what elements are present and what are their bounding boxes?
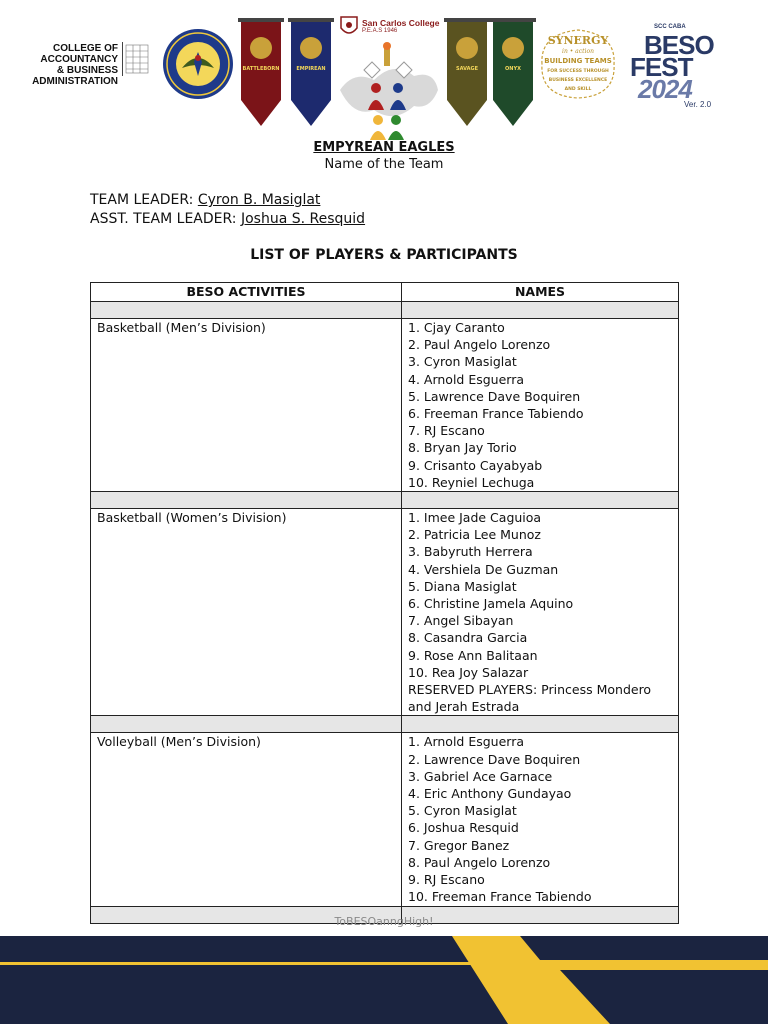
- svg-text:in • action: in • action: [562, 48, 594, 55]
- participant-name: 4. Vershiela De Guzman: [408, 561, 559, 577]
- beso-fest-logo: [628, 22, 712, 112]
- activity-cell: Basketball (Women’s Division): [91, 509, 402, 716]
- footer-tagline: ToBESOanngHigh!: [334, 915, 434, 928]
- battleborn-banner-icon: [238, 18, 284, 128]
- participant-name: 8. Bryan Jay Torio: [408, 440, 517, 456]
- participant-name: 8. Paul Angelo Lorenzo: [408, 854, 551, 870]
- spacer-cell: [91, 716, 402, 733]
- participant-name: 7. Angel Sibayan: [408, 613, 514, 629]
- participant-name: 10. Rea Joy Salazar: [408, 664, 529, 680]
- names-cell: [402, 319, 679, 492]
- college-emblem-icon: [122, 42, 151, 76]
- names-cell: [402, 733, 679, 906]
- participant-name: 2. Paul Angelo Lorenzo: [408, 337, 551, 353]
- college-line: ADMINISTRATION: [32, 76, 118, 87]
- college-line: & BUSINESS: [56, 65, 118, 76]
- table-header-row: [91, 283, 679, 302]
- team-name-caption: Name of the Team: [324, 157, 444, 172]
- college-line: COLLEGE OF: [53, 43, 118, 54]
- participant-name: 6. Christine Jamela Aquino: [408, 596, 574, 612]
- activity-cell: Volleyball (Men’s Division): [91, 733, 402, 906]
- participant-name: 3. Cyron Masiglat: [408, 354, 517, 370]
- participant-name: 3. Babyruth Herrera: [408, 544, 533, 560]
- participant-name: 1. Imee Jade Caguioa: [408, 510, 542, 526]
- svg-text:EMPIREAN: EMPIREAN: [296, 66, 326, 72]
- spacer-row: [91, 302, 679, 319]
- activity-cell: Basketball (Men’s Division): [91, 319, 402, 492]
- besofest-fest: FEST: [630, 52, 693, 82]
- svg-text:ONYX: ONYX: [505, 66, 521, 72]
- scc-crest-icon: [340, 16, 358, 38]
- participant-name: 1. Cjay Caranto: [408, 320, 505, 335]
- synergy-logo-icon: [536, 26, 620, 102]
- scc-name: San Carlos College: [362, 18, 440, 28]
- table-row: [91, 319, 679, 492]
- participant-name: 10. Freeman France Tabiendo: [408, 889, 592, 905]
- event-torch-logo-icon: [334, 40, 442, 142]
- svg-text:SYNERGY: SYNERGY: [547, 34, 609, 47]
- team-name: EMPYREAN EAGLES: [313, 140, 455, 155]
- players-table: [90, 282, 679, 924]
- svg-text:BUSINESS EXCELLENCE: BUSINESS EXCELLENCE: [548, 78, 608, 83]
- spacer-row: [91, 716, 679, 733]
- svg-text:BUILDING TEAMS: BUILDING TEAMS: [544, 57, 612, 65]
- besofest-version: Ver. 2.0: [684, 100, 712, 109]
- asst-team-leader-line: [90, 211, 365, 227]
- svg-text:AND SKILL: AND SKILL: [564, 87, 592, 92]
- besofest-year: 2024: [638, 74, 692, 104]
- participant-name: 10. Reyniel Lechuga: [408, 474, 535, 490]
- svg-text:FOR SUCCESS THROUGH: FOR SUCCESS THROUGH: [547, 69, 609, 74]
- participant-name: 6. Joshua Resquid: [408, 820, 519, 836]
- team-leader-label: TEAM LEADER:: [90, 192, 198, 208]
- participant-name: 9. RJ Escano: [408, 872, 485, 888]
- participant-name: 4. Arnold Esguerra: [408, 371, 524, 387]
- besofest-org: SCC CABA: [654, 24, 686, 30]
- participant-name: 4. Eric Anthony Gundayao: [408, 786, 572, 802]
- asst-team-leader-label: ASST. TEAM LEADER:: [90, 211, 241, 227]
- table-row: [91, 509, 679, 716]
- participant-name: 5. Diana Masiglat: [408, 578, 517, 594]
- participant-name: 7. Gregor Banez: [408, 837, 510, 853]
- participant-name: 1. Arnold Esguerra: [408, 734, 524, 750]
- footer-stripes-graphic: [0, 930, 768, 1024]
- participant-name: 9. Crisanto Cayabyab: [408, 457, 543, 473]
- participant-name: 8. Casandra Garcia: [408, 630, 528, 646]
- table-row: [91, 733, 679, 906]
- spacer-row: [91, 492, 679, 509]
- spacer-cell: [402, 302, 679, 319]
- savage-banner-icon: [444, 18, 490, 128]
- college-seal-icon: [162, 28, 234, 100]
- participant-name: 3. Gabriel Ace Garnace: [408, 768, 553, 784]
- svg-text:BATTLEBORN: BATTLEBORN: [242, 66, 280, 72]
- spacer-cell: [402, 716, 679, 733]
- participant-name: 5. Lawrence Dave Boquiren: [408, 388, 581, 404]
- names-cell: [402, 509, 679, 716]
- empirean-banner-icon: [288, 18, 334, 128]
- team-leader-name: Cyron B. Masiglat: [197, 192, 321, 208]
- participant-name: 7. RJ Escano: [408, 423, 485, 439]
- participant-name: 9. Rose Ann Balitaan: [408, 647, 538, 663]
- asst-team-leader-name: Joshua S. Resquid: [240, 211, 366, 227]
- college-logo-text: [30, 43, 118, 87]
- participant-name: 2. Patricia Lee Munoz: [408, 527, 541, 543]
- spacer-cell: [91, 302, 402, 319]
- team-leader-line: [90, 192, 320, 208]
- spacer-cell: [91, 492, 402, 509]
- table-body: [91, 302, 679, 924]
- svg-text:SAVAGE: SAVAGE: [455, 66, 479, 72]
- participant-name: 6. Freeman France Tabiendo: [408, 406, 584, 422]
- college-line: ACCOUNTANCY: [40, 54, 118, 65]
- participant-name: 5. Cyron Masiglat: [408, 803, 517, 819]
- onyx-banner-icon: [490, 18, 536, 128]
- spacer-cell: [402, 492, 679, 509]
- column-header-names: NAMES: [402, 283, 679, 302]
- list-title: LIST OF PLAYERS & PARTICIPANTS: [250, 247, 518, 263]
- participant-name: RESERVED PLAYERS: Princess Mondero and Jerah Estrada: [408, 682, 652, 715]
- header-logos: [0, 0, 768, 140]
- scc-subtitle: P.E.A.S 1946: [362, 28, 398, 34]
- besofest-beso: BESO: [644, 30, 714, 60]
- column-header-activities: BESO ACTIVITIES: [91, 283, 402, 302]
- participant-name: 2. Lawrence Dave Boquiren: [408, 751, 581, 767]
